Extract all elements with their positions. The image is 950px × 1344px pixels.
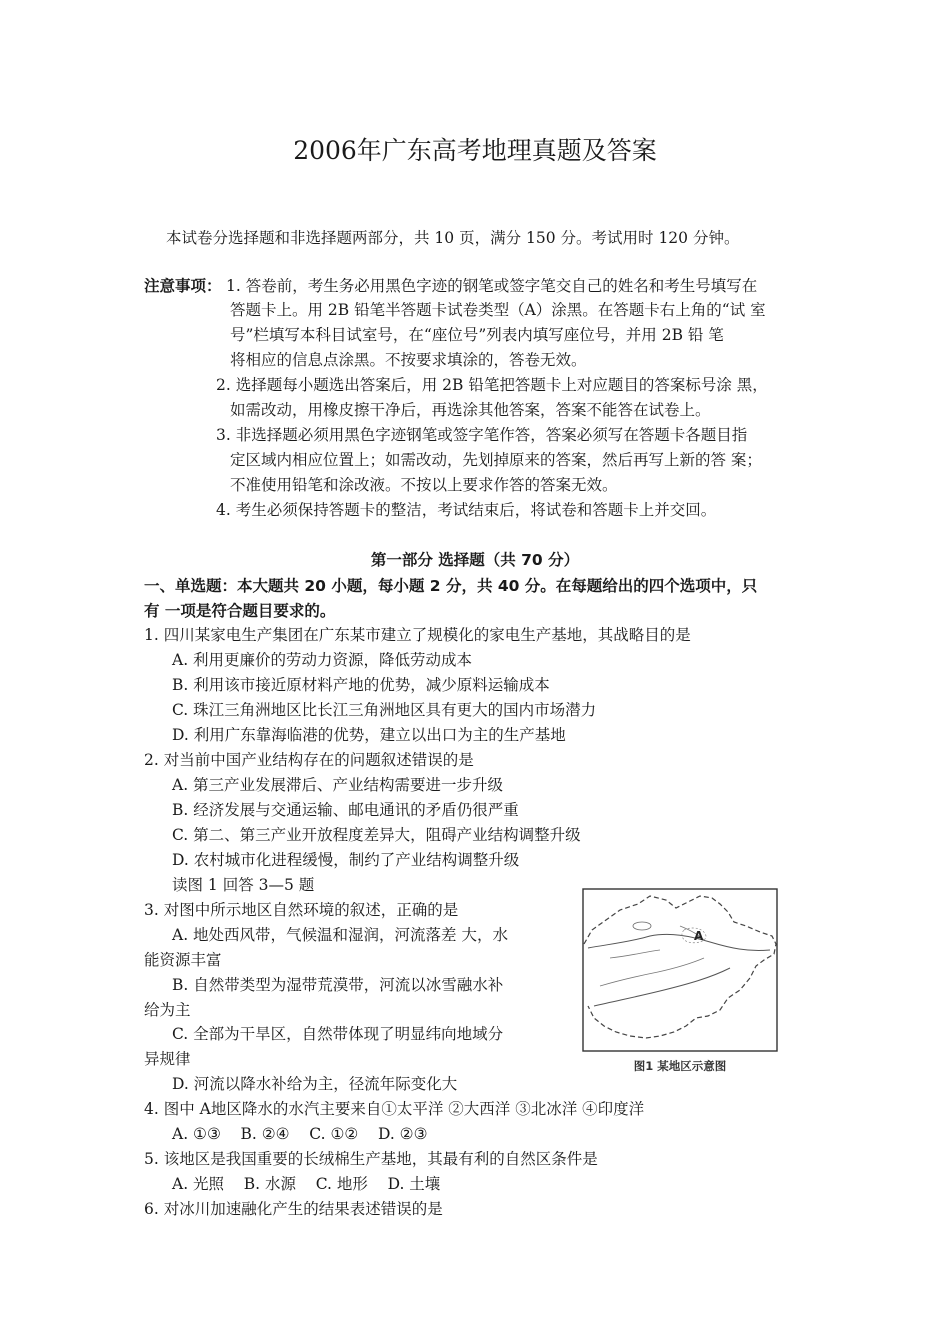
question-stem: 5. 该地区是我国重要的长绒棉生产基地，其最有利的自然区条件是: [144, 1150, 598, 1168]
intro-text: 本试卷分选择题和非选择题两部分，共 10 页，满分 150 分。考试用时 120 分钟。: [166, 229, 740, 247]
notice-line: 3. 非选择题必须用黑色字迹钢笔或签字笔作答，答案必须写在答题卡各题目指: [216, 426, 748, 444]
question-option: D. 农村城市化进程缓慢，制约了产业结构调整升级: [172, 851, 520, 869]
section-instruction: 有 一项是符合题目要求的。: [144, 602, 336, 620]
read-figure-note: 读图 1 回答 3—5 题: [172, 876, 315, 894]
question-options: A. ①③ B. ②④ C. ①② D. ②③: [172, 1125, 428, 1143]
notice-line: 4. 考生必须保持答题卡的整洁，考试结束后，将试卷和答题卡上并交回。: [216, 501, 717, 519]
question-option: B. 自然带类型为湿带荒漠带，河流以冰雪融水补: [172, 976, 504, 994]
question-option: D. 利用广东靠海临港的优势，建立以出口为主的生产基地: [172, 726, 566, 744]
page-title: 2006年广东高考地理真题及答案: [293, 136, 657, 165]
notice-label: 注意事项：: [144, 277, 222, 295]
notice-line: 不准使用铅笔和涂改液。不按以上要求作答的答案无效。: [230, 476, 618, 494]
notice-line: 号”栏填写本科目试室号，在“座位号”列表内填写座位号，并用 2B 铅 笔: [230, 326, 724, 344]
question-option: B. 利用该市接近原材料产地的优势，减少原料运输成本: [172, 676, 550, 694]
question-option: A. 利用更廉价的劳动力资源，降低劳动成本: [172, 651, 473, 669]
question-stem: 3. 对图中所示地区自然环境的叙述，正确的是: [144, 901, 459, 919]
question-option: D. 河流以降水补给为主，径流年际变化大: [172, 1075, 458, 1093]
figure-caption: 图1 某地区示意图: [633, 1059, 727, 1073]
notice-line: 答题卡上。用 2B 铅笔半答题卡试卷类型（A）涂黑。在答题卡右上角的“试 室: [230, 301, 766, 319]
part-header: 第一部分 选择题（共 70 分）: [370, 551, 580, 569]
notice-line: 1. 答卷前，考生务必用黑色字迹的钢笔或签字笔交自己的姓名和考生号填写在: [226, 277, 758, 295]
region-map: [580, 886, 780, 1078]
notice-line: 如需改动，用橡皮擦干净后，再选涂其他答案，答案不能答在试卷上。: [230, 401, 711, 419]
question-options: A. 光照 B. 水源 C. 地形 D. 土壤: [172, 1175, 441, 1193]
question-stem: 2. 对当前中国产业结构存在的问题叙述错误的是: [144, 751, 474, 769]
region-a-label: A: [694, 929, 704, 943]
question-option: C. 珠江三角洲地区比长江三角洲地区具有更大的国内市场潜力: [172, 701, 597, 719]
question-option: A. 地处西风带，气候温和湿润，河流落差 大，水: [172, 926, 508, 944]
question-option: 异规律: [144, 1050, 191, 1068]
notice-line: 将相应的信息点涂黑。不按要求填涂的，答卷无效。: [230, 351, 587, 369]
section-instruction: 一、单选题：本大题共 20 小题，每小题 2 分，共 40 分。在每题给出的四个选项中，只: [144, 577, 758, 595]
region-map-figure: [580, 886, 780, 1078]
question-stem: 1. 四川某家电生产集团在广东某市建立了规模化的家电生产基地，其战略目的是: [144, 626, 691, 644]
question-option: C. 全部为干旱区，自然带体现了明显纬向地域分: [172, 1025, 504, 1043]
question-option: 能资源丰富: [144, 951, 222, 969]
map-frame: [583, 889, 777, 1051]
question-stem: 6. 对冰川加速融化产生的结果表述错误的是: [144, 1200, 443, 1218]
question-option: A. 第三产业发展滞后、产业结构需要进一步升级: [172, 776, 504, 794]
question-option: B. 经济发展与交通运输、邮电通讯的矛盾仍很严重: [172, 801, 519, 819]
notice-line: 2. 选择题每小题选出答案后，用 2B 铅笔把答题卡上对应题目的答案标号涂 黑，: [216, 376, 768, 394]
question-option: C. 第二、第三产业开放程度差异大，阻碍产业结构调整升级: [172, 826, 581, 844]
question-stem: 4. 图中 A地区降水的水汽主要来自①太平洋 ②大西洋 ③北冰洋 ④印度洋: [144, 1100, 645, 1118]
question-option: 给为主: [144, 1001, 191, 1019]
notice-line: 定区域内相应位置上；如需改动，先划掉原来的答案，然后再写上新的答 案；: [230, 451, 762, 469]
